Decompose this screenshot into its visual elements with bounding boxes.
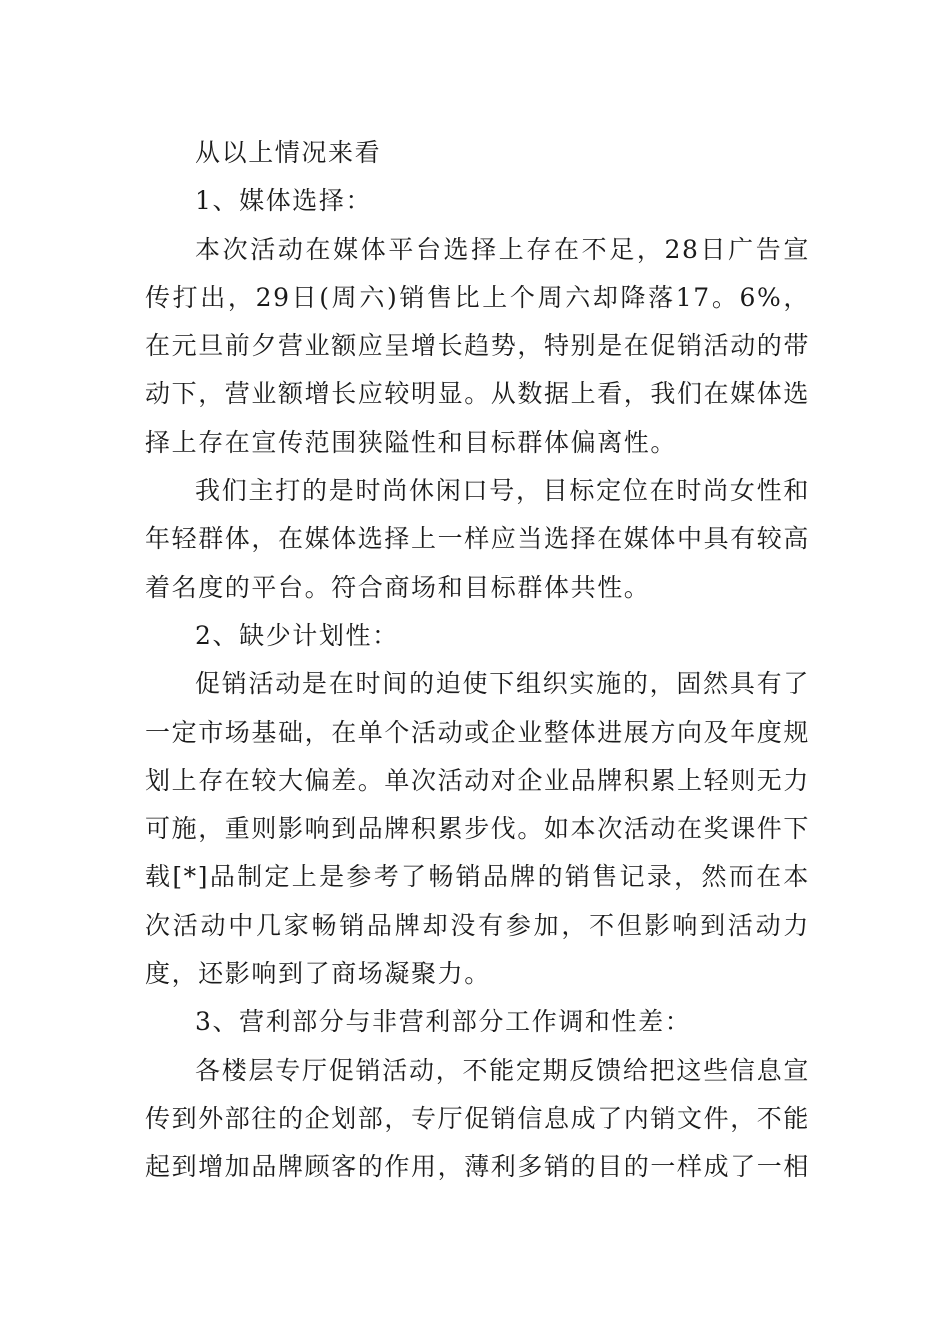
paragraph-intro: 从以上情况来看 xyxy=(195,138,382,167)
paragraph-floor-promotions: 各楼层专厅促销活动，不能定期反馈给把这些信息宣传到外部往的企划部，专厅促销信息成了内销文件，不能起到增加品牌顾客的作用，薄利多销的目的一样成了一相 xyxy=(145,1055,811,1182)
section-heading-lack-of-planning: 2、缺少计划性： xyxy=(195,620,399,650)
section-heading-media-selection: 1、媒体选择： xyxy=(195,186,373,216)
paragraph-planning-deviation: 促销活动是在时间的迫使下组织实施的，固然具有了一定市场基础，在单个活动或企业整体进展方向及年度规划上存在较大偏差。单次活动对企业品牌积累上轻则无力可施，重则影响到品牌积累步伐。如本次活动在奖课件下载[*]品制定上是参考了畅销品牌的销售记录，然而在本次活动中几家畅销品牌却没有参加，不但影响到活动力度，还影响到了商场凝聚力。 xyxy=(145,669,811,989)
paragraph-target-positioning: 我们主打的是时尚休闲口号，目标定位在时尚女性和年轻群体，在媒体选择上一样应当选择在媒体中具有较高着名度的平台。符合商场和目标群体共性。 xyxy=(145,476,811,602)
paragraph-media-platform: 本次活动在媒体平台选择上存在不足，28日广告宣传打出，29日(周六)销售比上个周六却降落17。6%，在元旦前夕营业额应呈增长趋势，特别是在促销活动的带动下，营业额增长应较明显。从数据上看，我们在媒体选择上存在宣传范围狭隘性和目标群体偏离性。 xyxy=(145,234,811,457)
section-heading-coordination: 3、营利部分与非营利部分工作调和性差： xyxy=(195,1007,692,1037)
document-body xyxy=(145,129,810,1192)
